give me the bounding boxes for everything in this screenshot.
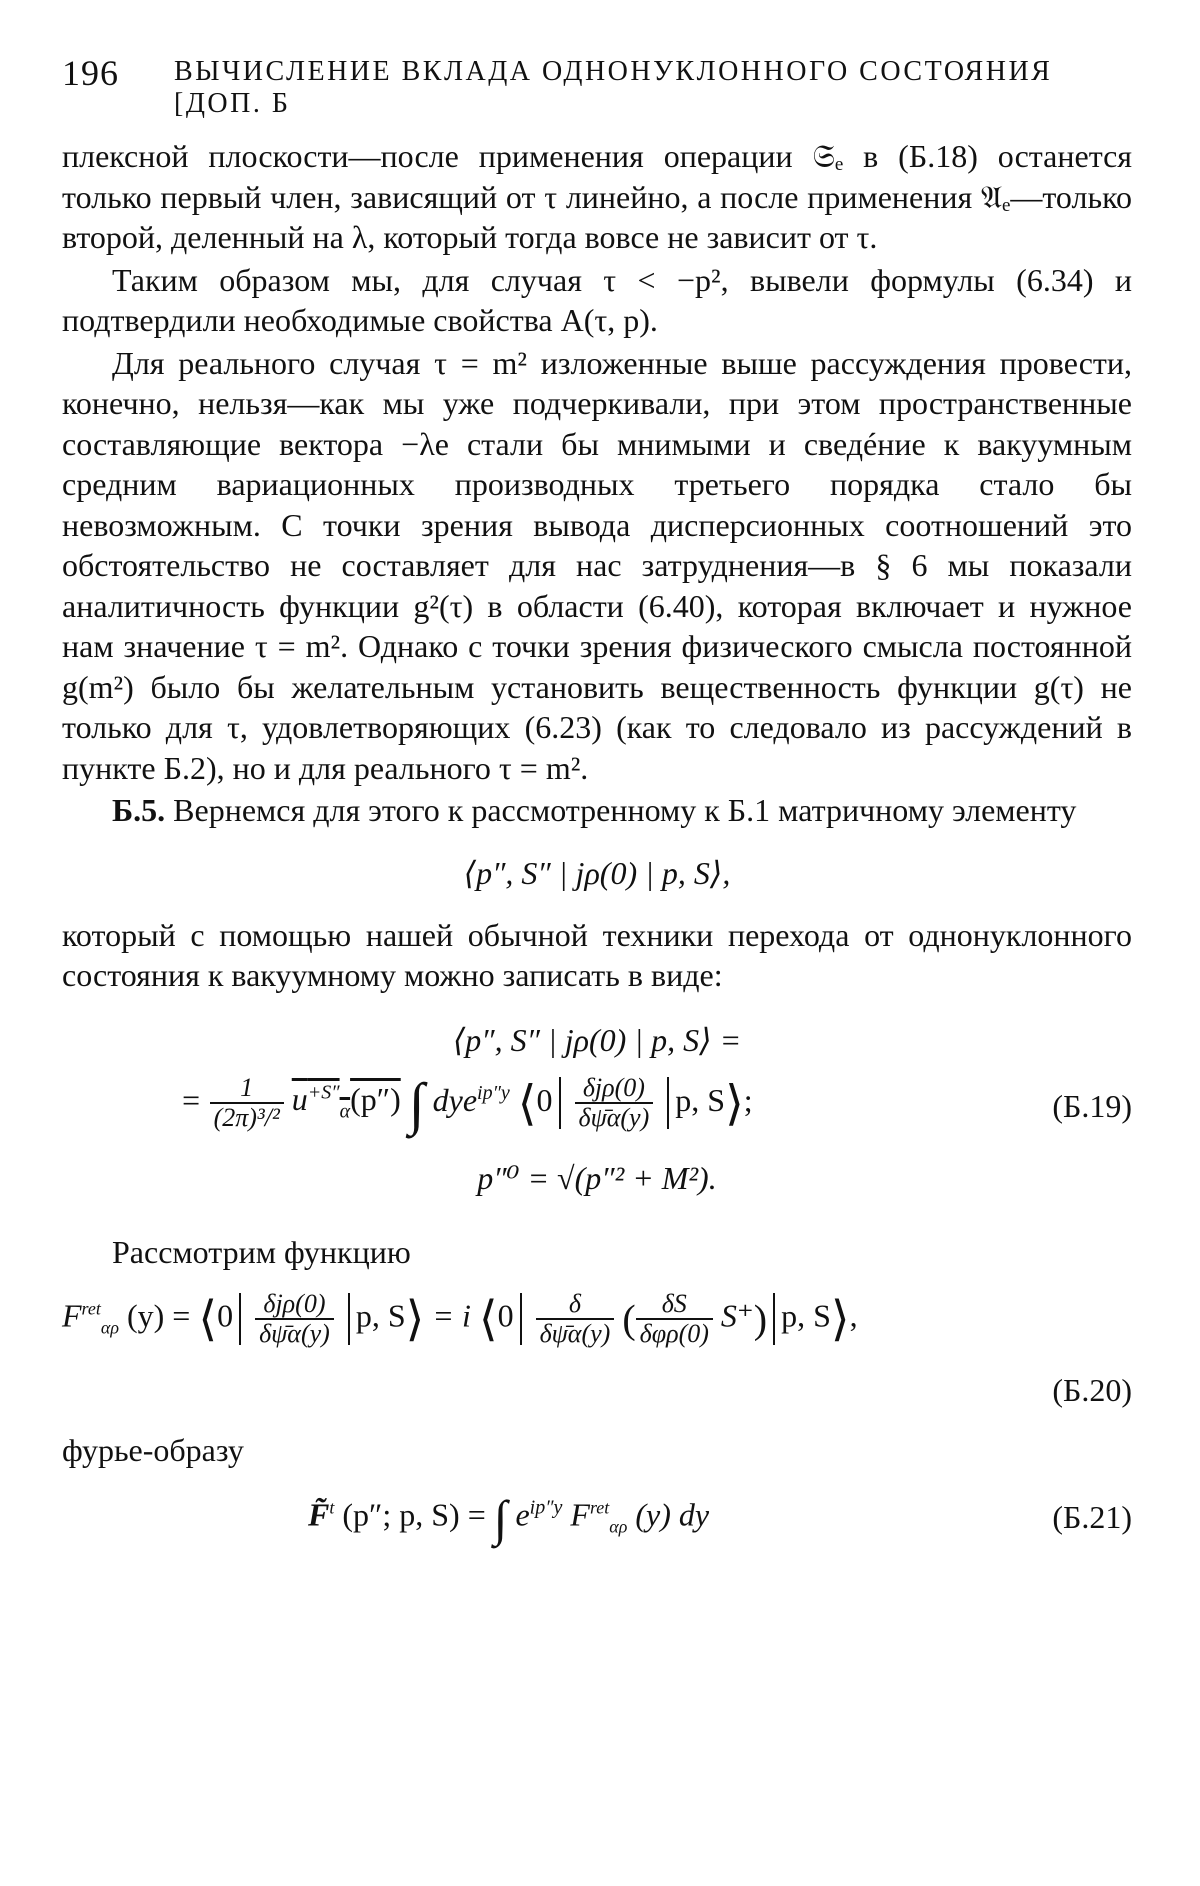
eq19-inner-fraction: $\frac{\text{δjρ(0)}}{\delta\psī\alpha(y)}$ xyxy=(575,1074,654,1132)
eq19-langle: ⟨ xyxy=(517,1077,537,1130)
eq20-main: $F^{ret}_{\alpha\rho}$ (y) = ⟨0 $\frac{\text{δjρ(0)}}{\delta\psī\alpha(y)}$ p, S⟩ = i ⟨0 $\frac{\delta}{\delta\psī\alpha(y)}$ ( $\frac{\delta S}{\text{δφρ(0)}}$ S⁺) p, S⟩, xyxy=(62,1289,858,1348)
eq19-fraction xyxy=(210,1074,284,1132)
section-label: Б.5. xyxy=(112,792,166,828)
eq21-F-tilde: F̃ xyxy=(308,1495,330,1532)
paragraph-4 xyxy=(62,790,1132,831)
page-body xyxy=(62,136,1132,1559)
paragraph-5: который с помощью нашей обычной техники перехода от однонуклонного состояния к вакуумному можно записать в виде: xyxy=(62,916,1132,993)
eq19-main: = $\frac{1}{\text{(2π)³/²}}$ $u^{+S''}_\alpha(p'')$ ∫ dye$^{ip''y}$ ⟨0 $\frac{\text{δjρ(0)}}{\delta\psī\alpha(y)}$ p, S⟩; (Б.19) xyxy=(180,1070,1132,1136)
eq21-main: F̃$^t$ (p″; p, S) = ∫ $e^{ip''y}$ $F^{ret}_{\alpha\rho}$ (y) dy (Б.21) xyxy=(308,1489,1132,1546)
eq19-exponent: ip″y xyxy=(477,1081,510,1104)
paragraph-4-text: Вернемся для этого к рассмотренному к Б.1 матричному элементу xyxy=(173,792,1077,828)
eq21-number: (Б.21) xyxy=(1052,1498,1132,1535)
eq20-number: (Б.20) xyxy=(1052,1372,1132,1408)
eq19-number: (Б.19) xyxy=(1052,1087,1132,1124)
paragraph-6: Рассмотрим функцию xyxy=(112,1233,411,1270)
eq19-line1: ⟨p″, S″ | jρ(0) | p, S⟩ = xyxy=(452,1021,742,1058)
eq20-fraction-3: $\frac{\delta S}{\text{δφρ(0)}}$ xyxy=(636,1290,713,1348)
matrix-element-formula: ⟨p″, S″ | jρ(0) | p, S⟩, xyxy=(463,854,731,891)
eq19-rangle: ⟩ xyxy=(725,1077,744,1130)
eq19-u-spinor: $u^{+S''}_\alpha(p'')$ xyxy=(291,1081,401,1123)
paragraph-3: Для реального случая τ = m² изложенные выше рассуждения провести, конечно, нельзя—как мы уже подчеркивали, при этом пространственные составляющие вектора −λe стали бы мнимыми и сведéние к вакуумным средним вариационных производных третьего порядка стало бы невозможным. С точки зрения вывода дисперсионных соотношений это обстоятельство не составляет для нас затруднения—в § 6 мы показали аналитичность функции g²(τ) в области (6.40), которая включает и нужное нам значение τ = m². Однако с точки зрения физического смысла постоянной g(m²) было бы желательным установить вещественность функции g(τ) не только для τ, удовлетворяющих (6.23) (как то следовало из рассуждений в пункте Б.2), но и для реального τ = m². xyxy=(62,344,1132,786)
paragraph-1: плексной плоскости—после применения операции 𝔖ₑ в (Б.18) останется только первый член, зависящий от τ линейно, а после применения 𝔄ₑ—только второй, деленный на λ, который тогда вовсе не зависит от τ. xyxy=(62,138,1132,255)
eq19-line3: p″⁰ = √(p″² + M²). xyxy=(477,1159,717,1196)
eq20-fraction-1: $\frac{\text{δjρ(0)}}{\delta\psī\alpha(y)}$ xyxy=(255,1290,334,1348)
eq19-prefix: = xyxy=(180,1081,202,1118)
eq20-fraction-2: $\frac{\delta}{\delta\psī\alpha(y)}$ xyxy=(536,1290,615,1348)
eq19-frac-num: 1 xyxy=(210,1074,284,1104)
eq19-dy: dye xyxy=(432,1081,478,1118)
eq19-integral: ∫ xyxy=(408,1070,425,1136)
running-head: ВЫЧИСЛЕНИЕ ВКЛАДА ОДНОНУКЛОННОГО СОСТОЯНИЯ [ДОП. Б xyxy=(174,56,1053,119)
page-header xyxy=(62,52,1132,119)
eq19-frac-den: (2π)³/² xyxy=(213,1103,280,1132)
page-number: 196 xyxy=(62,53,119,93)
eq19-vacuum: 0 xyxy=(536,1081,553,1118)
paragraph-2: Таким образом мы, для случая τ < −p², вывели формулы (6.34) и подтвердили необходимые свойства A(τ, p). xyxy=(62,261,1132,338)
eq19-state: p, S xyxy=(675,1081,726,1118)
paragraph-7: фурье-образу xyxy=(62,1432,244,1468)
eq20-F: F xyxy=(62,1297,82,1334)
